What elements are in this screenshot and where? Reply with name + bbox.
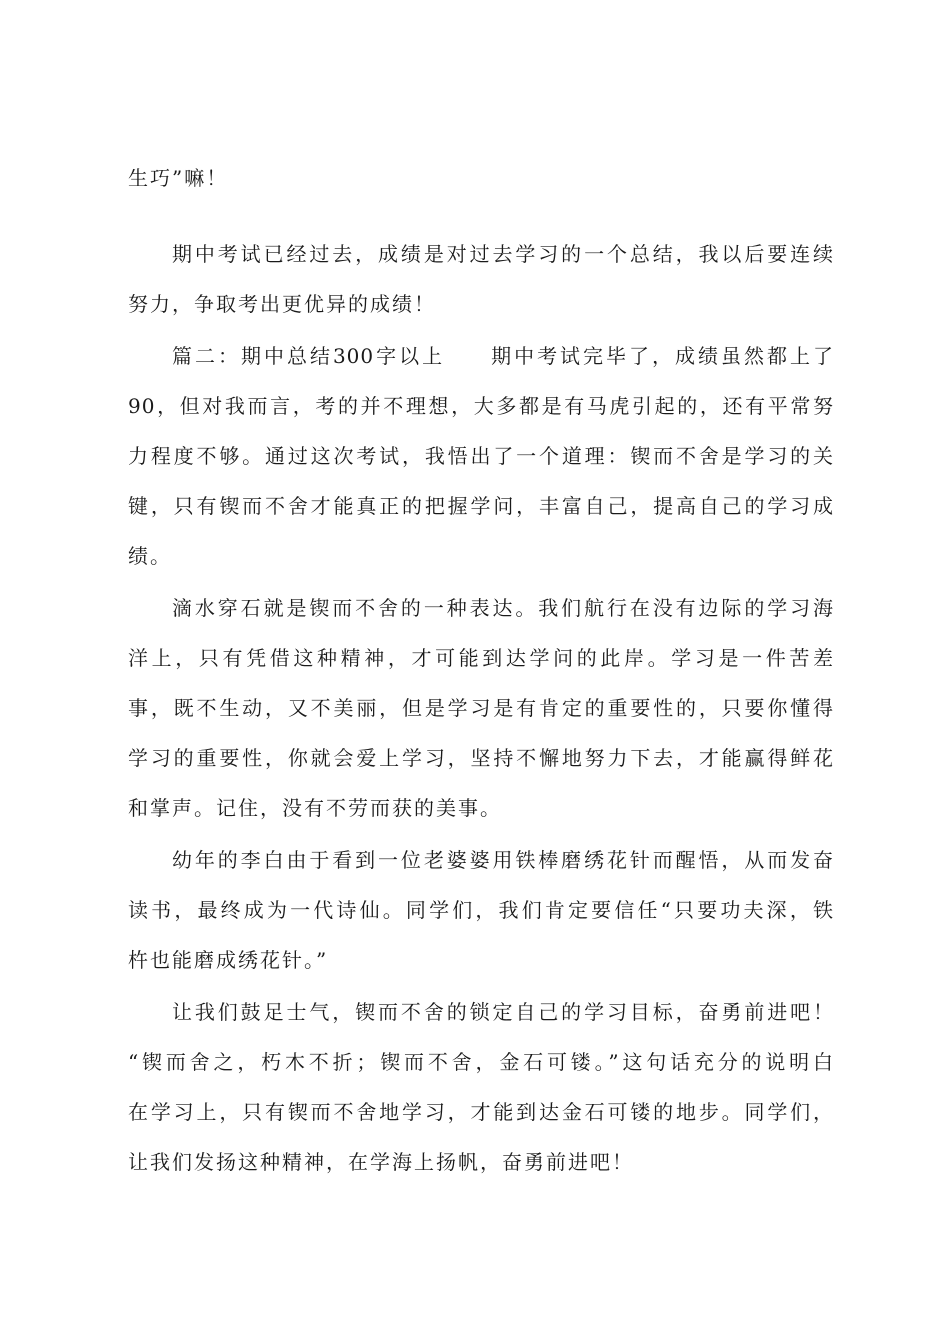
text-line: 力程度不够。通过这次考试，我悟出了一个道理：锲而不舍是学习的关 bbox=[128, 444, 834, 468]
text-line: 在学习上，只有锲而不舍地学习，才能到达金石可镂的地步。同学们， bbox=[128, 1100, 834, 1124]
text-line: 期中考试已经过去，成绩是对过去学习的一个总结，我以后要连续 bbox=[172, 242, 834, 266]
text-line: 生巧”嘛！ bbox=[128, 166, 229, 190]
text-line: 篇二：期中总结300字以上 期中考试完毕了，成绩虽然都上了 bbox=[172, 344, 834, 368]
text-line: 杵也能磨成绣花针。” bbox=[128, 948, 329, 972]
text-line: 事，既不生动，又不美丽，但是学习是有肯定的重要性的，只要你懂得 bbox=[128, 696, 834, 720]
text-line: 努力，争取考出更优异的成绩！ bbox=[128, 292, 436, 316]
text-line: 90，但对我而言，考的并不理想，大多都是有马虎引起的，还有平常努 bbox=[128, 394, 834, 418]
text-line: 洋上，只有凭借这种精神，才可能到达学问的此岸。学习是一件苦差 bbox=[128, 646, 834, 670]
text-line: 键，只有锲而不舍才能真正的把握学问，丰富自己，提高自己的学习成 bbox=[128, 494, 834, 518]
text-line: 和掌声。记住，没有不劳而获的美事。 bbox=[128, 796, 502, 820]
text-line: 读书，最终成为一代诗仙。同学们，我们肯定要信任“只要功夫深，铁 bbox=[128, 898, 834, 922]
text-line: 绩。 bbox=[128, 544, 172, 568]
text-line: 滴水穿石就是锲而不舍的一种表达。我们航行在没有边际的学习海 bbox=[172, 596, 834, 620]
text-line: 让我们发扬这种精神，在学海上扬帆，奋勇前进吧！ bbox=[128, 1150, 634, 1174]
text-line: 学习的重要性，你就会爱上学习，坚持不懈地努力下去，才能赢得鲜花 bbox=[128, 746, 834, 770]
text-line: 幼年的李白由于看到一位老婆婆用铁棒磨绣花针而醒悟，从而发奋 bbox=[172, 848, 834, 872]
text-line: “锲而舍之，朽木不折；锲而不舍，金石可镂。”这句话充分的说明白 bbox=[128, 1050, 834, 1074]
text-line: 让我们鼓足士气，锲而不舍的锁定自己的学习目标，奋勇前进吧！ bbox=[172, 1000, 834, 1024]
